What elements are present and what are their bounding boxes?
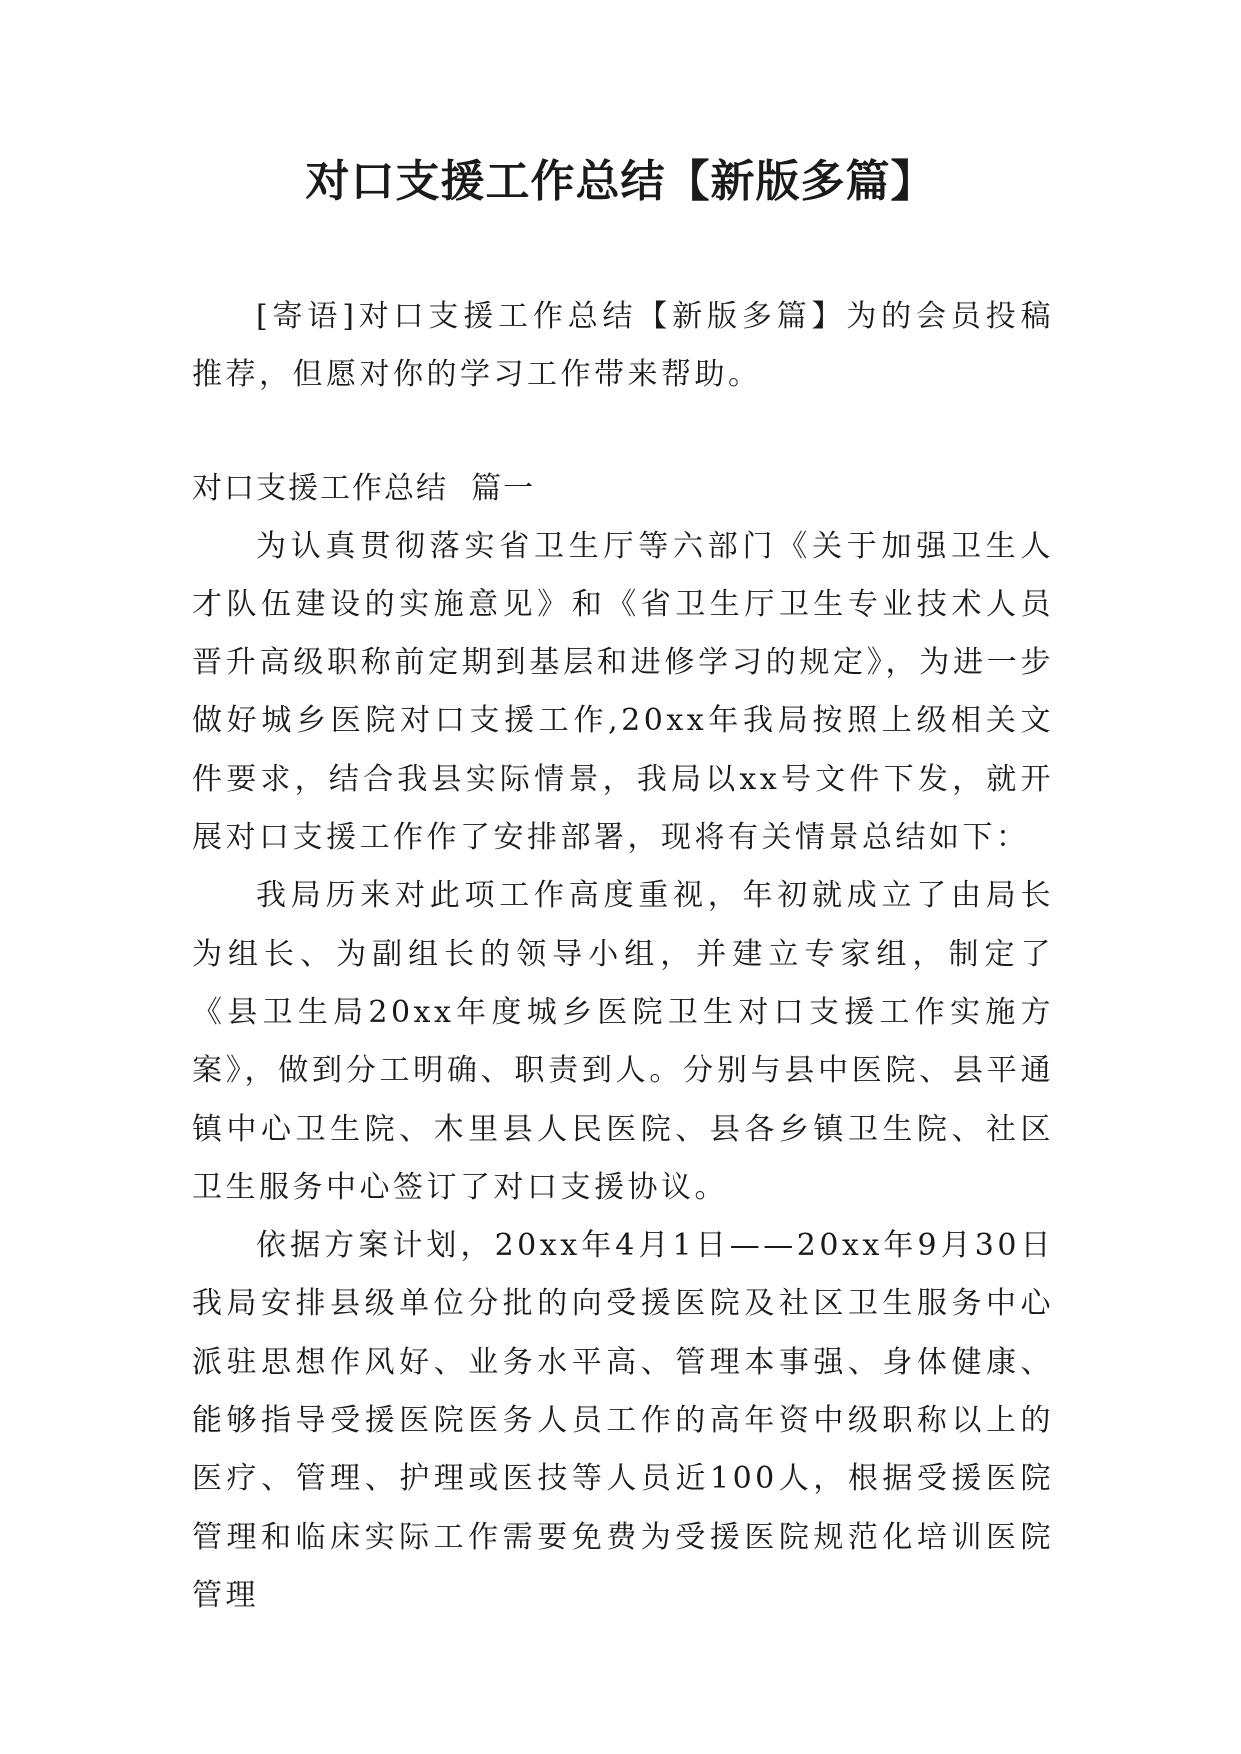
document-title: 对口支援工作总结【新版多篇】 <box>305 156 936 207</box>
intro-paragraph: [寄语]对口支援工作总结【新版多篇】为的会员投稿推荐，但愿对你的学习工作带来帮助。 <box>192 299 1054 393</box>
body-paragraph-3: 依据方案计划，20xx年4月1日——20xx年9月30日我局安排县级单位分批的向受援医院及社区卫生服务中心派驻思想作风好、业务水平高、管理本事强、身体健康、能够指导受援医院医务人员工作的高年资中级职称以上的医疗、管理、护理或医技等人员近100人，根据受援医院管理和临床实际工作需要免费为受援医院规范化培训医院管理 <box>192 1228 1054 1613</box>
body-paragraph-1: 为认真贯彻落实省卫生厅等六部门《关于加强卫生人才队伍建设的实施意见》和《省卫生厅卫生专业技术人员晋升高级职称前定期到基层和进修学习的规定》，为进一步做好城乡医院对口支援工作,20xx年我局按照上级相关文件要求，结合我县实际情景，我局以xx号文件下发，就开展对口支援工作作了安排部署，现将有关情景总结如下： <box>192 528 1054 856</box>
document-body <box>192 288 1054 1625</box>
section-heading: 对口支援工作总结 篇一 <box>192 470 536 506</box>
body-paragraph-2: 我局历来对此项工作高度重视，年初就成立了由局长为组长、为副组长的领导小组，并建立专家组，制定了《县卫生局20xx年度城乡医院卫生对口支援工作实施方案》，做到分工明确、职责到人。分别与县中医院、县平通镇中心卫生院、木里县人民医院、县各乡镇卫生院、社区卫生服务中心签订了对口支援协议。 <box>192 878 1054 1205</box>
